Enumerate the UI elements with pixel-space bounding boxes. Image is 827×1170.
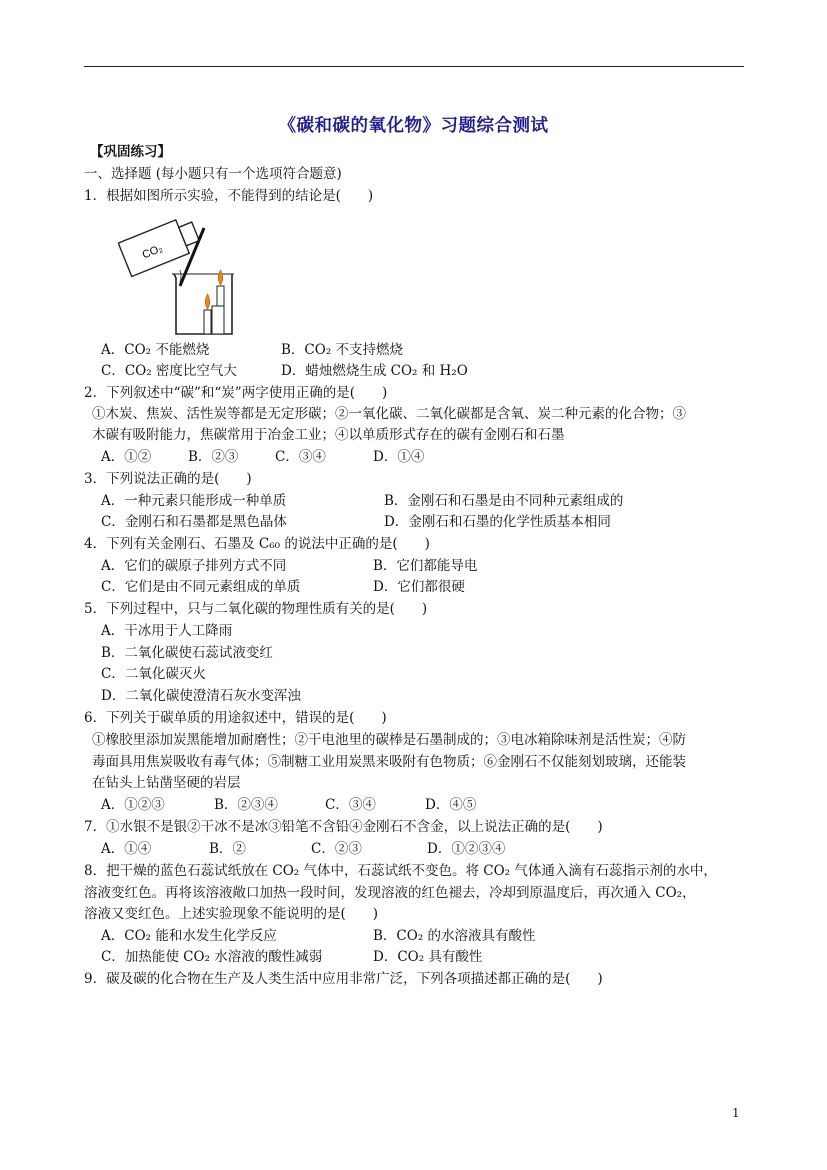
q5-option-c: C．二氧化碳灭火: [101, 666, 206, 682]
q6-option-a: A．①②③: [101, 797, 165, 813]
question-1-stem: 1．根据如图所示实验，不能得到的结论是( ): [84, 188, 374, 204]
q8-option-d: D．CO₂ 具有酸性: [373, 949, 483, 965]
section-heading: 【巩固练习】: [90, 144, 171, 160]
question-8-line-1: 8．把干燥的蓝色石蕊试纸放在 CO₂ 气体中，石蕊试纸不变色。将 CO₂ 气体通入滴有石蕊指示剂的水中，: [84, 863, 717, 879]
q1-option-c: C．CO₂ 密度比空气大: [101, 363, 237, 379]
question-5-stem: 5．下列过程中，只与二氧化碳的物理性质有关的是( ): [84, 601, 428, 617]
question-7-stem: 7．①水银不是银②干冰不是冰③铅笔不含铅④金刚石不含金，以上说法正确的是( ): [84, 819, 603, 835]
q6-line-1: ①橡胶里添加炭黑能增加耐磨性；②干电池里的碳棒是石墨制成的；③电冰箱除味剂是活性炭；④防: [92, 732, 686, 748]
q8-option-b: B．CO₂ 的水溶液具有酸性: [373, 928, 536, 944]
q2-option-b: B．②③: [188, 449, 239, 465]
q8-option-a: A．CO₂ 能和水发生化学反应: [101, 928, 277, 944]
q1-option-a: A．CO₂ 不能燃烧: [101, 342, 210, 358]
question-8-line-2: 溶液变红色。再将该溶液敞口加热一段时间，发现溶液的红色褪去，冷却到原温度后，再次通入 CO₂，: [84, 885, 696, 901]
q2-option-d: D．①④: [373, 449, 425, 465]
q4-option-a: A．它们的碳原子排列方式不同: [101, 558, 287, 574]
question-8-line-3: 溶液又变红色。上述实验现象不能说明的是( ): [84, 906, 379, 922]
q5-option-a: A．干冰用于人工降雨: [101, 623, 233, 639]
q4-option-d: D．它们都很硬: [373, 579, 465, 595]
q2-line-2: 木碳有吸附能力，焦碳常用于冶金工业；④以单质形式存在的碳有金刚石和石墨: [92, 427, 565, 443]
q2-option-a: A．①②: [101, 449, 152, 465]
q2-line-1: ①木炭、焦炭、活性炭等都是无定形碳；②一氧化碳、二氧化碳都是含氧、炭二种元素的化合物；③: [92, 406, 686, 422]
q5-option-b: B．二氧化碳使石蕊试液变红: [101, 645, 273, 661]
part-heading: 一、选择题 (每小题只有一个选项符合题意): [84, 166, 342, 182]
q4-option-b: B．它们都能导电: [373, 558, 478, 574]
q7-option-c: C．②③: [311, 841, 362, 857]
q5-option-d: D．二氧化碳使澄清石灰水变浑浊: [101, 688, 301, 704]
co2-label: CO₂: [140, 242, 165, 262]
flame-icon: [218, 270, 223, 285]
q6-line-2: 毒面具用焦炭吸收有毒气体；⑤制糖工业用炭黑来吸附有色物质；⑥金刚石不仅能刻划玻璃，还能装: [92, 754, 686, 770]
question-9-stem: 9．碳及碳的化合物在生产及人类生活中应用非常广泛，下列各项描述都正确的是( ): [84, 971, 603, 987]
q1-option-d: D．蜡烛燃烧生成 CO₂ 和 H₂O: [281, 363, 468, 379]
q6-line-3: 在钻头上钻凿坚硬的岩层: [92, 775, 241, 791]
question-2-stem: 2．下列叙述中“碳”和“炭”两字使用正确的是( ): [84, 385, 388, 401]
q6-option-d: D．④⑤: [425, 797, 477, 813]
q3-option-c: C．金刚石和石墨都是黑色晶体: [101, 514, 287, 530]
question-6-stem: 6．下列关于碳单质的用途叙述中，错误的是( ): [84, 710, 387, 726]
q7-option-a: A．①④: [101, 841, 152, 857]
experiment-figure: [118, 210, 248, 344]
q3-option-a: A．一种元素只能形成一种单质: [101, 493, 287, 509]
q6-option-c: C．③④: [325, 797, 376, 813]
q3-option-d: D．金刚石和石墨的化学性质基本相同: [384, 514, 611, 530]
page-number: 1: [732, 1106, 740, 1120]
q6-option-b: B．②③④: [214, 797, 278, 813]
question-4-stem: 4．下列有关金刚石、石墨及 C₆₀ 的说法中正确的是( ): [84, 536, 430, 552]
page-title: 《碳和碳的氧化物》习题综合测试: [278, 116, 549, 136]
flame-icon: [205, 294, 210, 309]
question-3-stem: 3．下列说法正确的是( ): [84, 471, 252, 487]
co2-pouring-diagram: [118, 210, 248, 340]
q7-option-b: B．②: [209, 841, 246, 857]
q1-option-b: B．CO₂ 不支持燃烧: [281, 342, 404, 358]
q2-option-c: C．③④: [275, 449, 326, 465]
q8-option-c: C．加热能使 CO₂ 水溶液的酸性减弱: [101, 949, 323, 965]
header-rule: [84, 66, 744, 67]
q4-option-c: C．它们是由不同元素组成的单质: [101, 579, 301, 595]
q7-option-d: D．①②③④: [427, 841, 506, 857]
q3-option-b: B．金刚石和石墨是由不同种元素组成的: [384, 493, 624, 509]
